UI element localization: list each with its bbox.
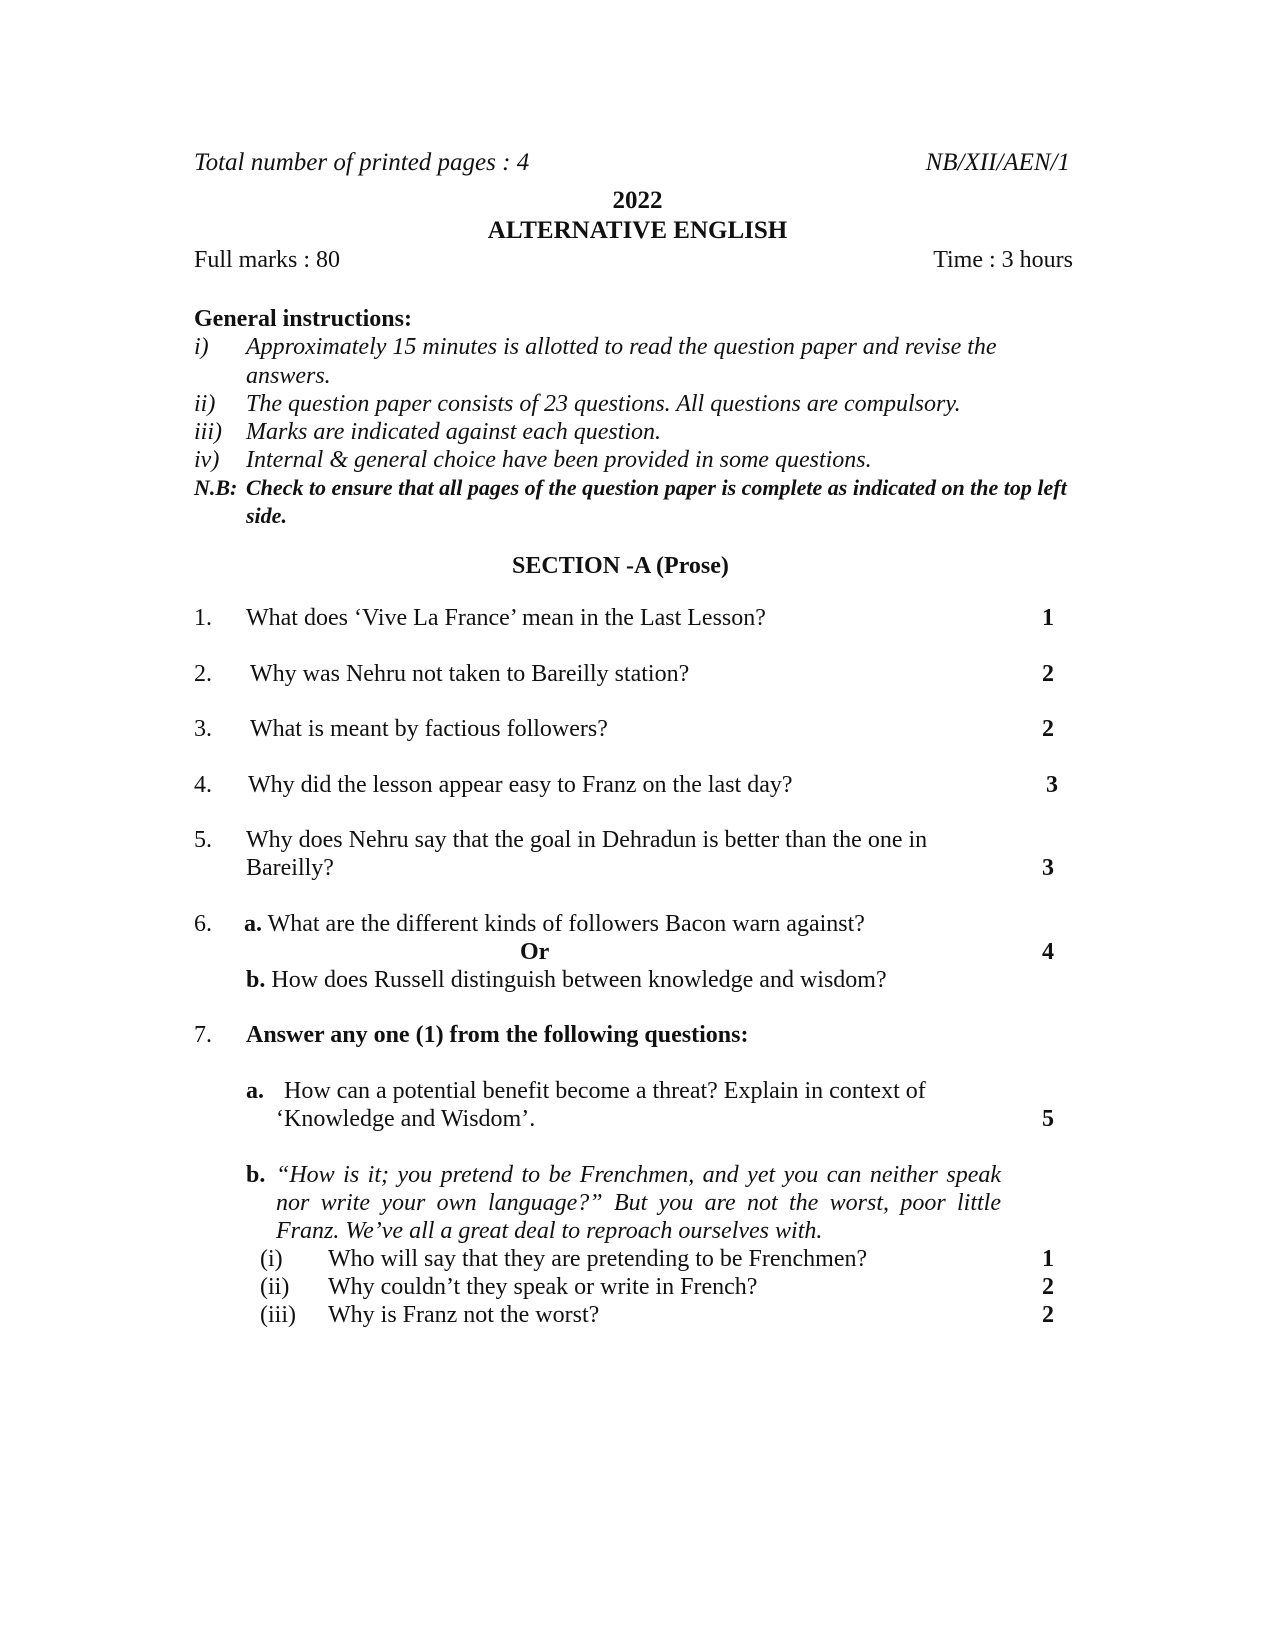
- sub-question-number: (i): [260, 1246, 283, 1272]
- question-heading: Answer any one (1) from the following questions:: [246, 1022, 749, 1048]
- sub-question-text: Who will say that they are pretending to be Frenchmen?: [328, 1246, 868, 1272]
- question-number: 5.: [194, 827, 212, 853]
- question-marks: 3: [1046, 772, 1058, 798]
- option-text: What are the different kinds of followers Bacon warn against?: [267, 911, 865, 937]
- sub-question-marks: 1: [1042, 1246, 1054, 1272]
- option-label: b.: [246, 967, 266, 993]
- option-label: b.: [246, 1162, 266, 1188]
- sub-question-text: Why is Franz not the worst?: [328, 1302, 600, 1328]
- sub-question-text: Why couldn’t they speak or write in French?: [328, 1274, 758, 1300]
- passage-text: “How is it; you pretend to be Frenchmen, and yet you can neither speak nor write your own language?” But you are not the worst, poor little Franz. We’ve all a great deal to reproach ourselves with.: [276, 1162, 1001, 1244]
- question-number: 4.: [194, 772, 212, 798]
- time-allowed: Time : 3 hours: [933, 247, 1073, 273]
- question-text: What does ‘Vive La France’ mean in the Last Lesson?: [246, 605, 766, 631]
- sub-question-marks: 2: [1042, 1274, 1054, 1300]
- sub-question-number: (iii): [260, 1302, 296, 1328]
- printed-pages-note: Total number of printed pages : 4: [194, 149, 530, 176]
- question-marks: 5: [1042, 1106, 1054, 1132]
- instructions-title: General instructions:: [194, 306, 412, 332]
- nb-note: N.B: Check to ensure that all pages of the question paper is complete as indicated on the top left side.: [194, 475, 1067, 528]
- subject-title: ALTERNATIVE ENGLISH: [487, 217, 788, 244]
- option-a: [244, 910, 1054, 939]
- question-number: 7.: [194, 1022, 212, 1048]
- option-b: [246, 966, 1054, 995]
- question-number: 6.: [194, 911, 212, 937]
- question-text: What is meant by factious followers?: [250, 716, 608, 742]
- question-text: Why did the lesson appear easy to Franz on the last day?: [248, 772, 793, 798]
- question-marks: 2: [1042, 661, 1054, 687]
- option-text: How does Russell distinguish between knowledge and wisdom?: [271, 967, 887, 993]
- paper-code: NB/XII/AEN/1: [925, 149, 1070, 176]
- question-number: 2.: [194, 661, 212, 687]
- instruction-item: ii) The question paper consists of 23 questions. All questions are compulsory.: [194, 391, 961, 417]
- question-marks: 2: [1042, 716, 1054, 742]
- or-separator: Or: [520, 939, 550, 965]
- question-marks: 1: [1042, 605, 1054, 631]
- question-marks: 4: [1042, 939, 1054, 965]
- section-title: SECTION -A (Prose): [512, 553, 729, 579]
- question-number: 3.: [194, 716, 212, 742]
- instructions-list: [194, 333, 1074, 530]
- option-a-line-2: ‘Knowledge and Wisdom’.: [276, 1106, 536, 1132]
- question-marks: 3: [1042, 855, 1054, 881]
- sub-question-number: (ii): [260, 1274, 290, 1300]
- instruction-item: i) Approximately 15 minutes is allotted to read the question paper and revise the answers.: [194, 334, 997, 390]
- instruction-item: iv) Internal & general choice have been provided in some questions.: [194, 447, 872, 473]
- exam-year: 2022: [612, 187, 663, 214]
- sub-question-marks: 2: [1042, 1302, 1054, 1328]
- option-a-line-1: How can a potential benefit become a threat? Explain in context of: [284, 1078, 926, 1104]
- question-text: Why was Nehru not taken to Bareilly station?: [250, 661, 690, 687]
- question-number: 1.: [194, 605, 212, 631]
- option-label: a.: [246, 1078, 264, 1104]
- question-text-line-2: Bareilly?: [246, 855, 334, 881]
- full-marks: Full marks : 80: [194, 247, 341, 273]
- question-text-line-1: Why does Nehru say that the goal in Dehradun is better than the one in: [246, 827, 928, 853]
- instruction-item: iii) Marks are indicated against each question.: [194, 419, 662, 445]
- option-label: a.: [244, 911, 262, 937]
